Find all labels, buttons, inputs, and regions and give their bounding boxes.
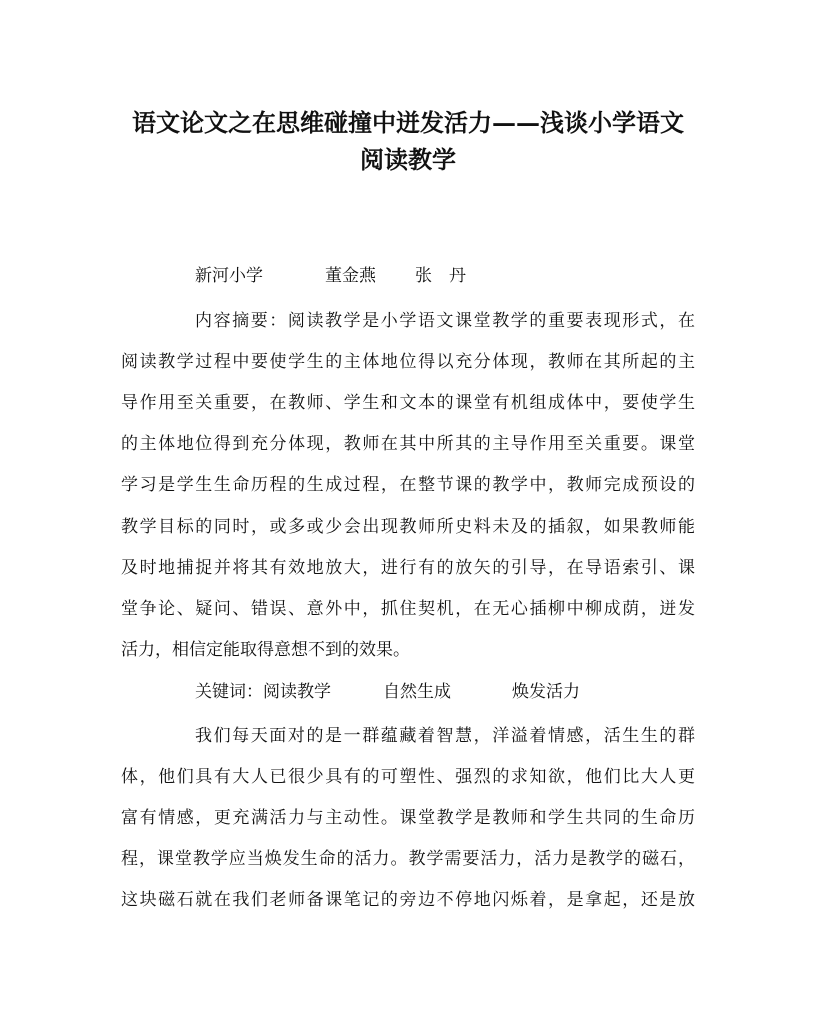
author-name-2: 张 丹 [415,266,466,286]
body-line: 富有情感，更充满活力与主动性。课堂教学是教师和学生共同的生命历 [121,808,695,828]
body-line: 程，课堂教学应当焕发生命的活力。教学需要活力，活力是教学的磁石， [121,849,695,869]
body-line: 这块磁石就在我们老师备课笔记的旁边不停地闪烁着，是拿起，还是放 [121,890,695,910]
document-title-line-2: 阅读教学 [360,145,456,174]
keywords-label-and-first: 关键词：阅读教学 [195,682,331,702]
document-title-line-1: 语文论文之在思维碰撞中迸发活力——浅谈小学语文 [132,108,684,137]
abstract-line: 教学目标的同时，或多或少会出现教师所史料未及的插叙，如果教师能 [121,517,695,537]
abstract-line: 阅读教学过程中要使学生的主体地位得以充分体现，教师在其所起的主 [121,352,695,372]
keyword-third: 焕发活力 [512,682,580,702]
abstract-line: 及时地捕捉并将其有效地放大，进行有的放矢的引导，在导语索引、课 [121,558,695,578]
author-school: 新河小学 [195,266,263,286]
abstract-line: 内容摘要：阅读教学是小学语文课堂教学的重要表现形式，在 [195,311,695,331]
abstract-line: 的主体地位得到充分体现，教师在其中所其的主导作用至关重要。课堂 [121,434,695,454]
abstract-line: 学习是学生生命历程的生成过程，在整节课的教学中，教师完成预设的 [121,475,695,495]
abstract-line: 导作用至关重要，在教师、学生和文本的课堂有机组成体中，要使学生 [121,393,695,413]
abstract-line: 堂争论、疑问、错误、意外中，抓住契机，在无心插柳中柳成荫，迸发 [121,599,695,619]
keywords-line [195,684,580,701]
body-line: 我们每天面对的是一群蕴藏着智慧，洋溢着情感，活生生的群 [195,726,695,746]
author-line [195,268,466,285]
abstract-line: 活力，相信定能取得意想不到的效果。 [121,640,410,660]
body-line: 体，他们具有大人已很少具有的可塑性、强烈的求知欲，他们比大人更 [121,767,695,787]
keyword-second: 自然生成 [383,682,451,702]
author-name-1: 董金燕 [325,266,376,286]
